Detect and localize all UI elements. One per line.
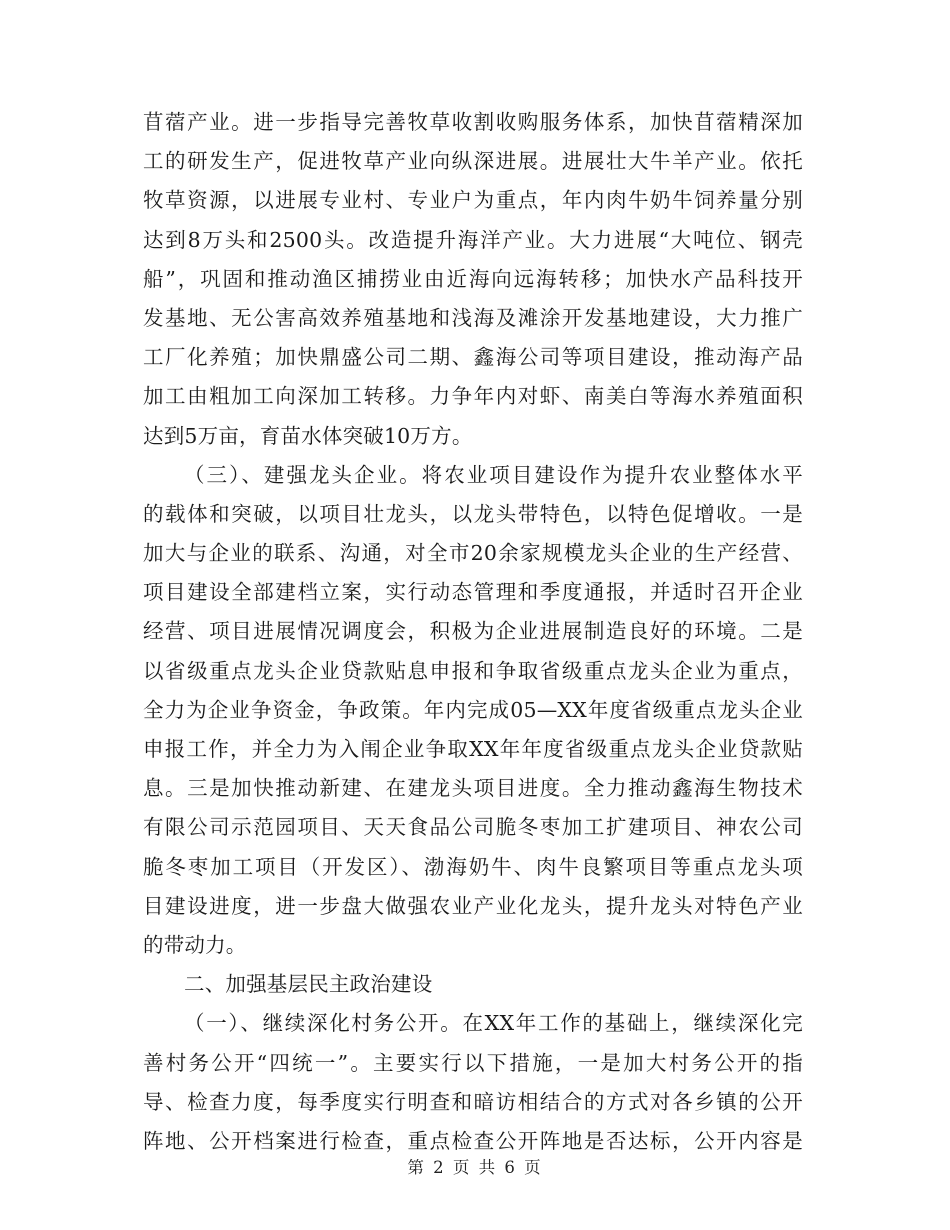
- text-line: 脆冬枣加工项目（开发区）、渤海奶牛、肉牛良繁项目等重点龙头项: [143, 854, 803, 879]
- text-line: 加工由粗加工向深加工转移。力争年内对虾、南美白等海水养殖面积: [143, 384, 803, 409]
- text-line: 有限公司示范园项目、天天食品公司脆冬枣加工扩建项目、神农公司: [143, 815, 803, 840]
- text-line: 阵地、公开档案进行检查，重点检查公开阵地是否达标，公开内容是: [143, 1128, 803, 1153]
- text-line: （三）、建强龙头企业。将农业项目建设作为提升农业整体水平: [184, 462, 803, 487]
- text-line: 申报工作，并全力为入闱企业争取XX年年度省级重点龙头企业贷款贴: [143, 737, 803, 761]
- text-line: 息。三是加快推动新建、在建龙头项目进度。全力推动鑫海生物技术: [143, 776, 803, 801]
- text-line: 达到5万亩，育苗水体突破10万方。: [143, 423, 473, 448]
- text-line: 工的研发生产，促进牧草产业向纵深进展。进展壮大牛羊产业。依托: [143, 149, 803, 174]
- text-line: 加大与企业的联系、沟通，对全市20余家规模龙头企业的生产经营、: [143, 541, 803, 566]
- text-line: 全力为企业争资金，争政策。年内完成05—XX年度省级重点龙头企业: [143, 697, 803, 722]
- text-line: （一）、继续深化村务公开。在XX年工作的基础上，继续深化完: [184, 1011, 803, 1036]
- page-number: 第 2 页 共 6 页: [407, 1158, 543, 1177]
- section-heading: 二、加强基层民主政治建设: [184, 972, 433, 997]
- text-line: 苜蓿产业。进一步指导完善牧草收割收购服务体系，加快苜蓿精深加: [143, 110, 803, 134]
- text-line: 导、检查力度，每季度实行明查和暗访相结合的方式对各乡镇的公开: [143, 1089, 803, 1114]
- document-body: [143, 103, 803, 1161]
- text-line: 的载体和突破，以项目壮龙头，以龙头带特色，以特色促增收。一是: [143, 501, 803, 526]
- text-line: 的带动力。: [143, 932, 247, 957]
- text-line: 善村务公开“四统一”。主要实行以下措施，一是加大村务公开的指: [143, 1050, 803, 1075]
- text-line: 达到8万头和2500头。改造提升海洋产业。大力进展“大吨位、钢壳: [143, 227, 803, 252]
- text-line: 发基地、无公害高效养殖基地和浅海及滩涂开发基地建设，大力推广: [143, 305, 803, 330]
- text-line: 项目建设全部建档立案，实行动态管理和季度通报，并适时召开企业: [143, 580, 803, 605]
- text-line: 工厂化养殖；加快鼎盛公司二期、鑫海公司等项目建设，推动海产品: [143, 345, 803, 370]
- text-line: 以省级重点龙头企业贷款贴息申报和争取省级重点龙头企业为重点，: [143, 658, 803, 683]
- text-line: 船”，巩固和推动渔区捕捞业由近海向远海转移；加快水产品科技开: [143, 266, 803, 291]
- text-line: 经营、项目进展情况调度会，积极为企业进展制造良好的环境。二是: [143, 619, 803, 644]
- text-line: 目建设进度，进一步盘大做强农业产业化龙头，提升龙头对特色产业: [143, 893, 803, 918]
- text-line: 牧草资源，以进展专业村、专业户为重点，年内肉牛奶牛饲养量分别: [143, 188, 803, 213]
